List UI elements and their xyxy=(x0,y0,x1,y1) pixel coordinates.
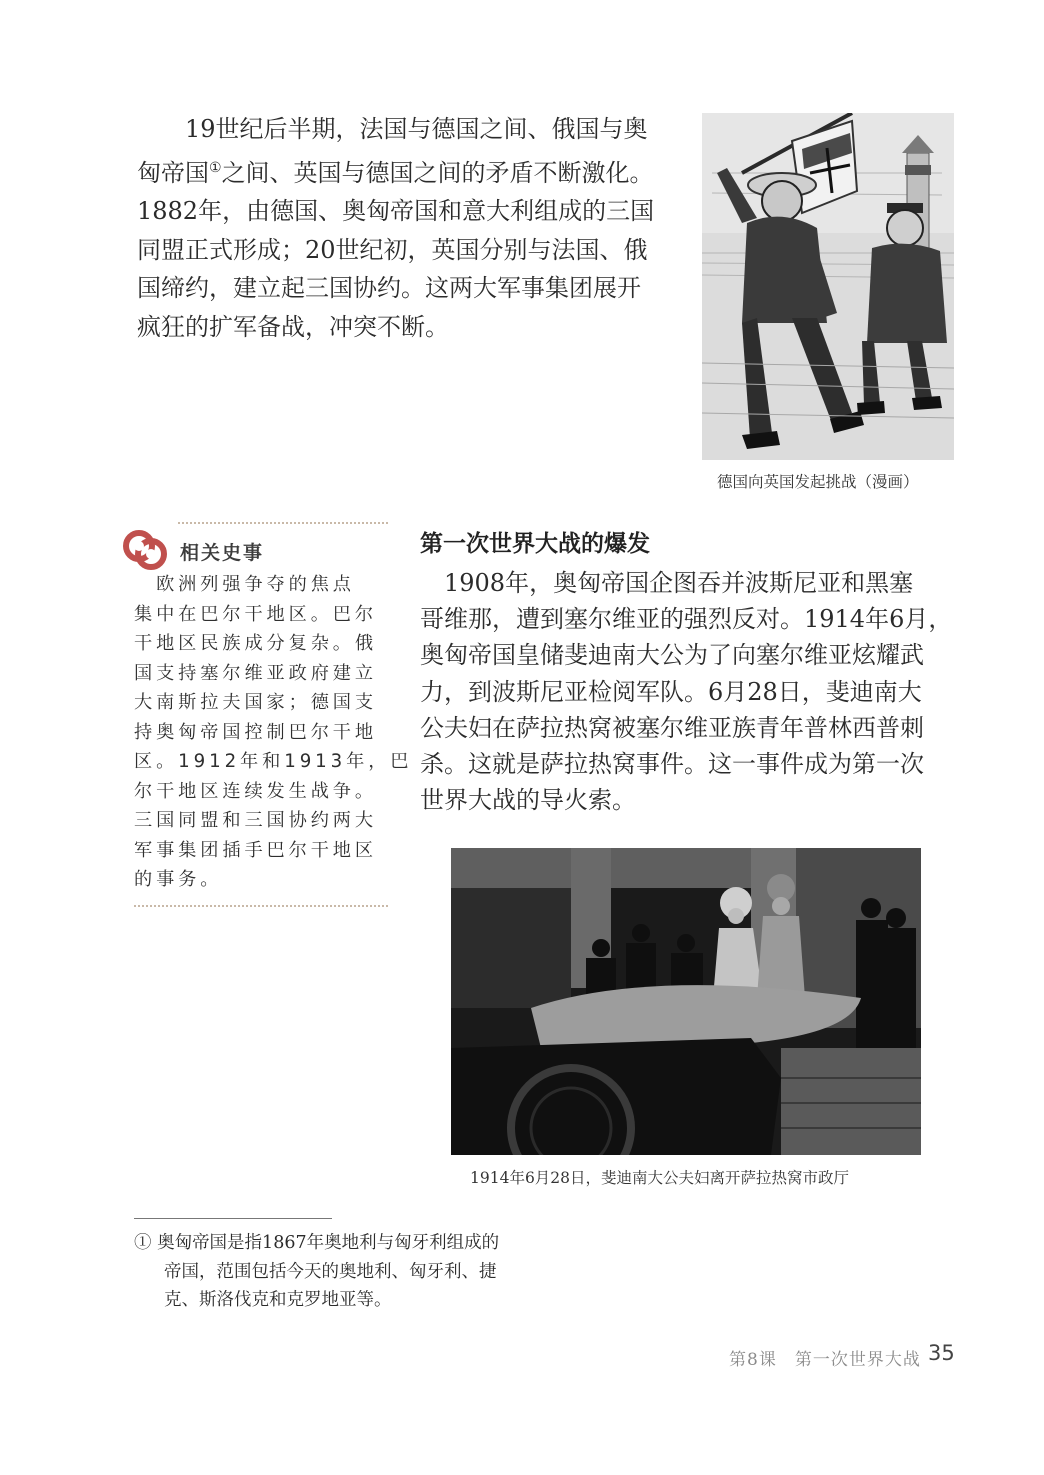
sidebar-line-11: 的事务。 xyxy=(134,869,223,890)
sidebar-line-8: 尔干地区连续发生战争。 xyxy=(134,780,377,802)
section-line-7: 世界大战的导火索。 xyxy=(420,786,636,815)
intro-paragraph xyxy=(137,110,672,346)
related-history-icon xyxy=(122,526,168,572)
cartoon-illustration xyxy=(702,113,954,460)
sidebar-line-6: 持奥匈帝国控制巴尔干地 xyxy=(134,721,377,743)
footnote-line-3: 克、斯洛伐克和克罗地亚等。 xyxy=(164,1290,392,1310)
intro-line-6: 疯狂的扩军备战，冲突不断。 xyxy=(137,312,449,341)
sidebar-title: 相关史事 xyxy=(180,542,265,564)
related-history-box xyxy=(134,522,413,907)
intro-line-2 xyxy=(137,149,672,193)
intro-line-4: 同盟正式形成；20世纪初，英国分别与法国、俄 xyxy=(137,235,648,264)
sidebar-line-10: 军事集团插手巴尔干地区 xyxy=(134,839,377,861)
sidebar-line-9: 三国同盟和三国协约两大 xyxy=(134,810,377,831)
page-number: 35 xyxy=(928,1341,955,1365)
footnote-marker[interactable]: ① xyxy=(209,159,222,176)
section-line-6: 杀。这就是萨拉热窝事件。这一事件成为第一次 xyxy=(420,750,924,779)
section-line-5: 公夫妇在萨拉热窝被塞尔维亚族青年普林西普刺 xyxy=(420,713,924,742)
footnote-rule xyxy=(134,1218,332,1219)
sidebar-line-1: 欧洲列强争夺的焦点 xyxy=(134,574,355,595)
sidebar-text xyxy=(134,570,413,895)
footnote xyxy=(134,1229,499,1315)
intro-line-3: 1882年，由德国、奥匈帝国和意大利组成的三国 xyxy=(137,197,655,225)
cartoon-image xyxy=(702,113,954,460)
cartoon-caption: 德国向英国发起挑战（漫画） xyxy=(717,473,919,491)
sidebar-line-3: 干地区民族成分复杂。俄 xyxy=(134,633,377,654)
intro-line-1: 19世纪后半期，法国与德国之间、俄国与奥 xyxy=(185,115,648,143)
photo-caption: 1914年6月28日，斐迪南大公夫妇离开萨拉热窝市政厅 xyxy=(470,1169,850,1187)
sidebar-line-4: 国支持塞尔维亚政府建立 xyxy=(134,662,377,684)
section-line-4: 力，到波斯尼亚检阅军队。6月28日，斐迪南大 xyxy=(420,677,922,706)
sidebar-line-5: 大南斯拉夫国家；德国支 xyxy=(134,692,377,713)
section-paragraph xyxy=(420,565,955,818)
footnote-line-2: 帝国，范围包括今天的奥地利、匈牙利、捷 xyxy=(164,1261,497,1282)
sidebar-bottom-divider xyxy=(134,905,388,907)
section-line-3: 奥匈帝国皇储斐迪南大公为了向塞尔维亚炫耀武 xyxy=(420,641,924,670)
sarajevo-photo xyxy=(451,848,921,1155)
running-head: 第8课 第一次世界大战 xyxy=(729,1350,921,1370)
footnote-line-1: ① 奥匈帝国是指1867年奥地利与匈牙利组成的 xyxy=(134,1233,500,1253)
section-line-1: 1908年，奥匈帝国企图吞并波斯尼亚和黑塞 xyxy=(420,569,914,597)
intro-line-5: 国缔约，建立起三国协约。这两大军事集团展开 xyxy=(137,274,641,302)
sidebar-line-2: 集中在巴尔干地区。巴尔 xyxy=(134,603,377,625)
sidebar-line-7: 区。1912年和1913年，巴 xyxy=(134,751,413,772)
sarajevo-photo-illustration xyxy=(451,848,921,1155)
intro-line-2-prefix: 匈帝国 xyxy=(137,158,209,187)
section-line-2: 哥维那，遭到塞尔维亚的强烈反对。1914年6月， xyxy=(420,605,953,634)
section-heading: 第一次世界大战的爆发 xyxy=(420,531,650,557)
intro-line-2-rest: 之间、英国与德国之间的矛盾不断激化。 xyxy=(221,158,654,187)
